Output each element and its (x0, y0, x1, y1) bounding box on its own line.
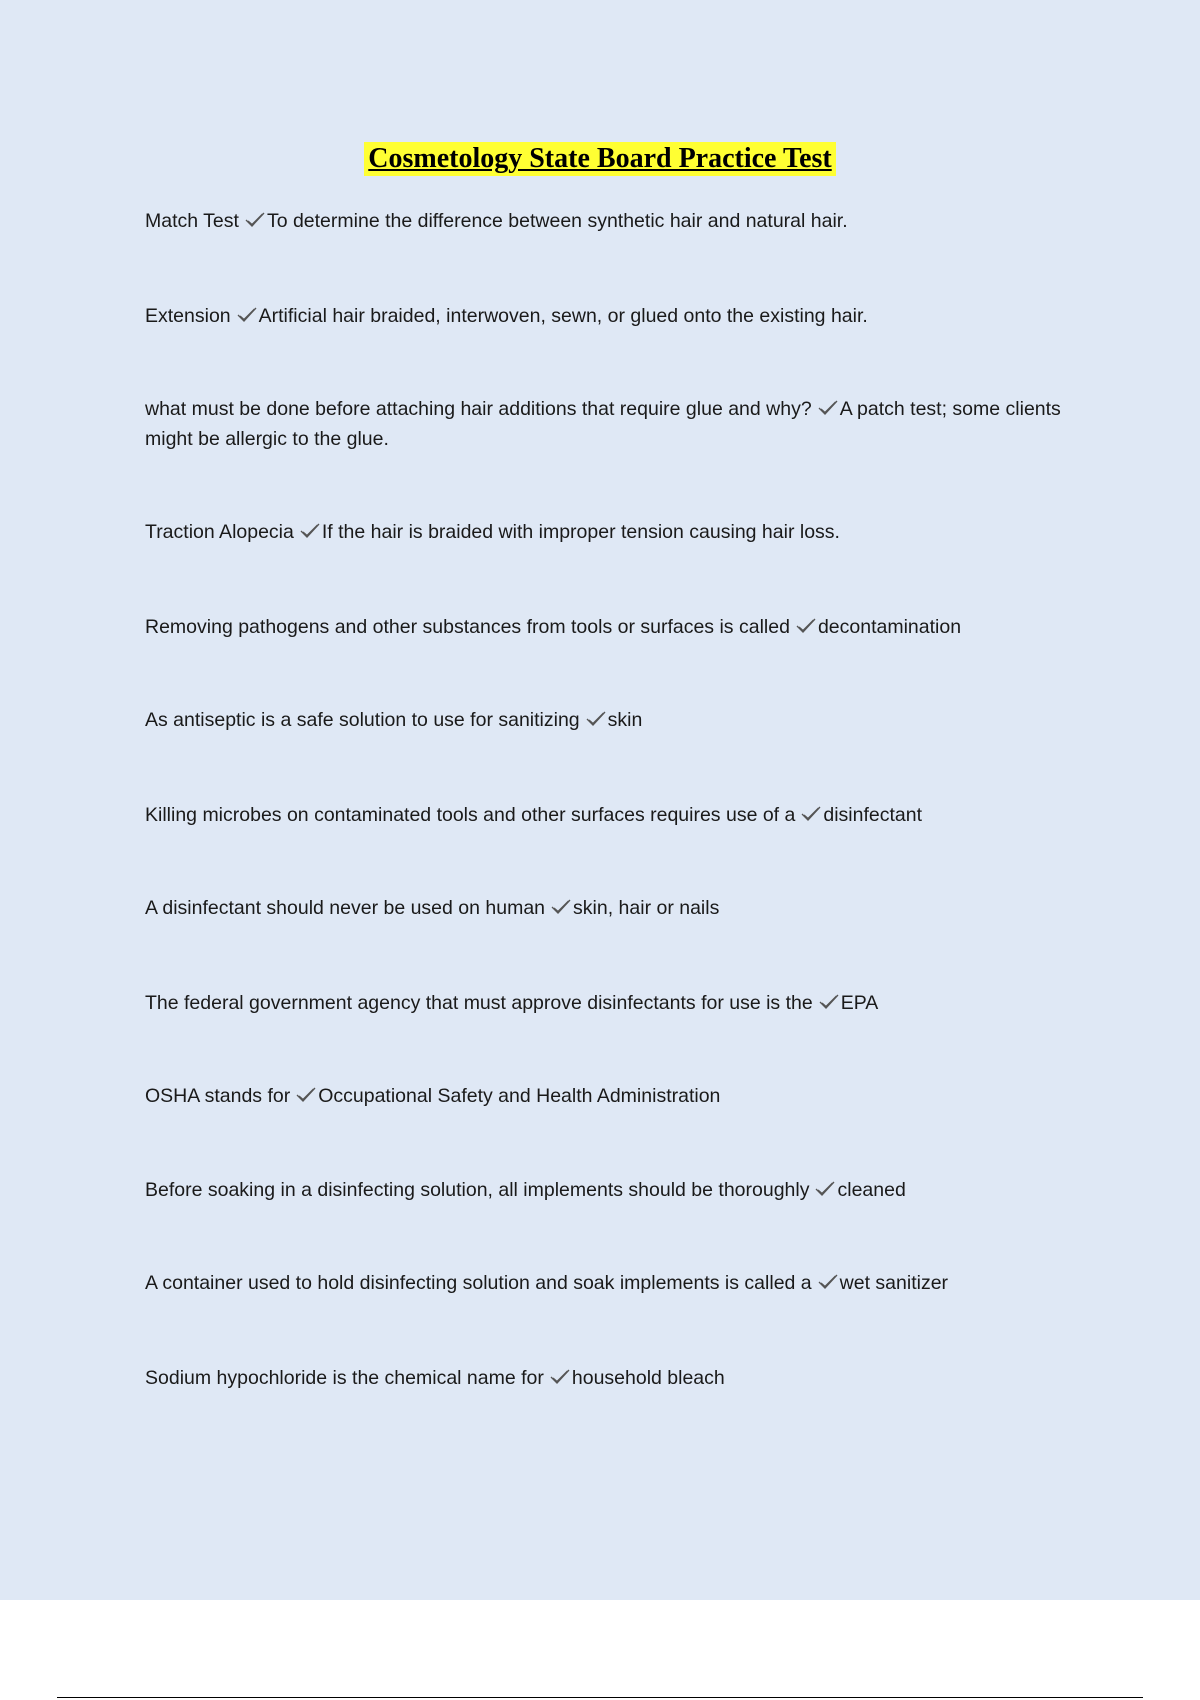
check-mark-icon (800, 805, 822, 823)
answer-text: wet sanitizer (839, 1272, 949, 1294)
qa-item (145, 1081, 1075, 1111)
qa-item (145, 517, 1075, 547)
answer-text: Occupational Safety and Health Administration (318, 1085, 721, 1107)
answer-text: household bleach (571, 1367, 725, 1389)
question-text: As antiseptic is a safe solution to use for sanitizing (145, 709, 580, 731)
qa-item (145, 612, 1075, 642)
qa-item (145, 301, 1075, 331)
answer-text: If the hair is braided with improper tension causing hair loss. (321, 521, 840, 543)
footer-divider (57, 1697, 1143, 1698)
answer-text: decontamination (817, 616, 962, 638)
qa-item (145, 1268, 1075, 1298)
document-title: Cosmetology State Board Practice Test (364, 142, 835, 176)
check-mark-icon (299, 522, 321, 540)
answer-text: A patch test; some clients might be allergic to the glue. (145, 398, 1061, 450)
qa-item (145, 394, 1075, 454)
question-text: Sodium hypochloride is the chemical name for (145, 1367, 544, 1389)
check-mark-icon (818, 993, 840, 1011)
qa-item (145, 206, 1075, 236)
question-text: A container used to hold disinfecting solution and soak implements is called a (145, 1272, 812, 1294)
answer-text: skin (607, 709, 643, 731)
question-text: what must be done before attaching hair additions that require glue and why? (145, 398, 812, 420)
qa-item (145, 1175, 1075, 1205)
qa-item (145, 705, 1075, 735)
answer-text: To determine the difference between synthetic hair and natural hair. (266, 210, 848, 232)
question-text: Before soaking in a disinfecting solution, all implements should be thoroughly (145, 1179, 810, 1201)
qa-item (145, 988, 1075, 1018)
check-mark-icon (795, 617, 817, 635)
check-mark-icon (244, 211, 266, 229)
qa-item (145, 800, 1075, 830)
check-mark-icon (549, 1368, 571, 1386)
question-text: Traction Alopecia (145, 521, 294, 543)
question-text: Removing pathogens and other substances from tools or surfaces is called (145, 616, 790, 638)
question-text: OSHA stands for (145, 1085, 291, 1107)
answer-text: EPA (840, 992, 879, 1014)
answer-text: disinfectant (823, 804, 923, 826)
check-mark-icon (295, 1086, 317, 1104)
question-text: The federal government agency that must approve disinfectants for use is the (145, 992, 813, 1014)
question-text: Extension (145, 305, 231, 327)
check-mark-icon (817, 1273, 839, 1291)
answer-text: Artificial hair braided, interwoven, sewn, or glued onto the existing hair. (258, 305, 868, 327)
answer-text: skin, hair or nails (573, 897, 720, 919)
check-mark-icon (585, 710, 607, 728)
check-mark-icon (236, 306, 258, 324)
check-mark-icon (817, 399, 839, 417)
check-mark-icon (814, 1180, 836, 1198)
check-mark-icon (550, 898, 572, 916)
qa-item (145, 1363, 1075, 1393)
qa-item (145, 893, 1075, 923)
answer-text: cleaned (837, 1179, 906, 1201)
question-text: Match Test (145, 210, 239, 232)
question-text: Killing microbes on contaminated tools and other surfaces requires use of a (145, 804, 796, 826)
title-wrapper (0, 142, 1200, 176)
question-text: A disinfectant should never be used on human (145, 897, 546, 919)
